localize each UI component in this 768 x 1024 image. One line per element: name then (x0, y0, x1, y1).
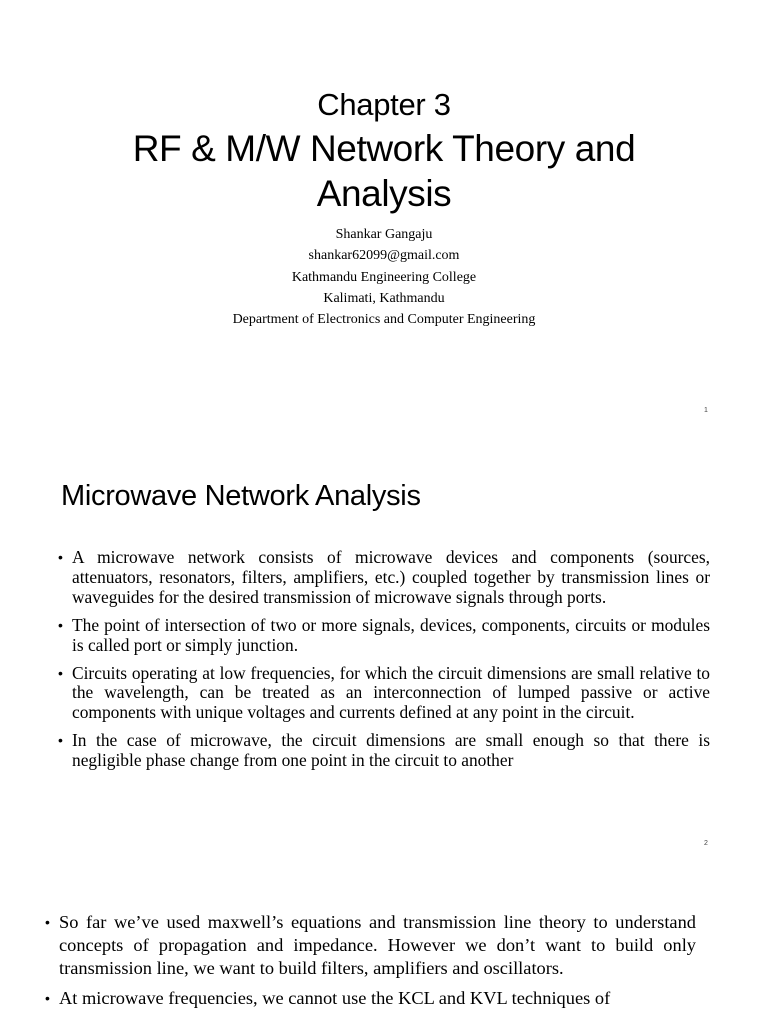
author-name: Shankar Gangaju (335, 227, 433, 242)
department-name: Department of Electronics and Computer Engineering (232, 312, 536, 328)
bullet-item (58, 548, 710, 608)
bullet-icon: • (45, 990, 50, 1007)
slide-1 (0, 0, 768, 430)
bullet-icon: • (58, 549, 63, 565)
page-number: 2 (704, 840, 708, 847)
bullet-text: In the case of microwave, the circuit dimensions are small enough so that there is negligible phase change from one point in the circuit to another (72, 730, 710, 771)
bullet-item (45, 911, 696, 979)
author-info (0, 224, 768, 330)
bullet-list (58, 548, 710, 779)
slide-heading: Microwave Network Analysis (61, 480, 421, 512)
author-email: shankar62099@gmail.com (308, 248, 460, 264)
chapter-label: Chapter 3 (317, 87, 451, 122)
bullet-text: At microwave frequencies, we cannot use the KCL and KVL techniques of (59, 988, 611, 1009)
bullet-item (58, 616, 710, 656)
bullet-text: So far we’ve used maxwell’s equations and transmission line theory to understand concepts of propagation and impedance. However we don’t want to build only transmission line, we want to build filters, amplifiers and oscillators. (59, 912, 696, 978)
slide-2 (0, 430, 768, 855)
bullet-item (58, 664, 710, 724)
bullet-icon: • (58, 664, 63, 681)
college-location: Kalimati, Kathmandu (323, 290, 445, 306)
bullet-list (45, 911, 696, 1018)
bullet-icon: • (58, 616, 63, 633)
slide-3 (0, 855, 768, 1024)
page-number: 1 (704, 407, 708, 414)
bullet-item (58, 731, 710, 771)
bullet-item (45, 987, 696, 1010)
bullet-text: The point of intersection of two or more signals, devices, components, circuits or modules is called port or simply junction. (72, 614, 710, 655)
slide-title: RF & M/W Network Theory and Analysis (132, 128, 636, 214)
college-name: Kathmandu Engineering College (291, 269, 477, 285)
bullet-text: Circuits operating at low frequencies, for which the circuit dimensions are small relative to the wavelength, can be treated as an interconnection of lumped passive or active components with unique voltages and currents defined at any point in the circuit. (72, 662, 710, 723)
bullet-icon: • (58, 732, 63, 749)
bullet-text: A microwave network consists of microwave devices and components (sources, attenuators, resonators, filters, amplifiers, etc.) coupled together by transmission lines or waveguides for the desired transmission of microwave signals through ports. (72, 547, 710, 607)
bullet-icon: • (45, 914, 50, 930)
